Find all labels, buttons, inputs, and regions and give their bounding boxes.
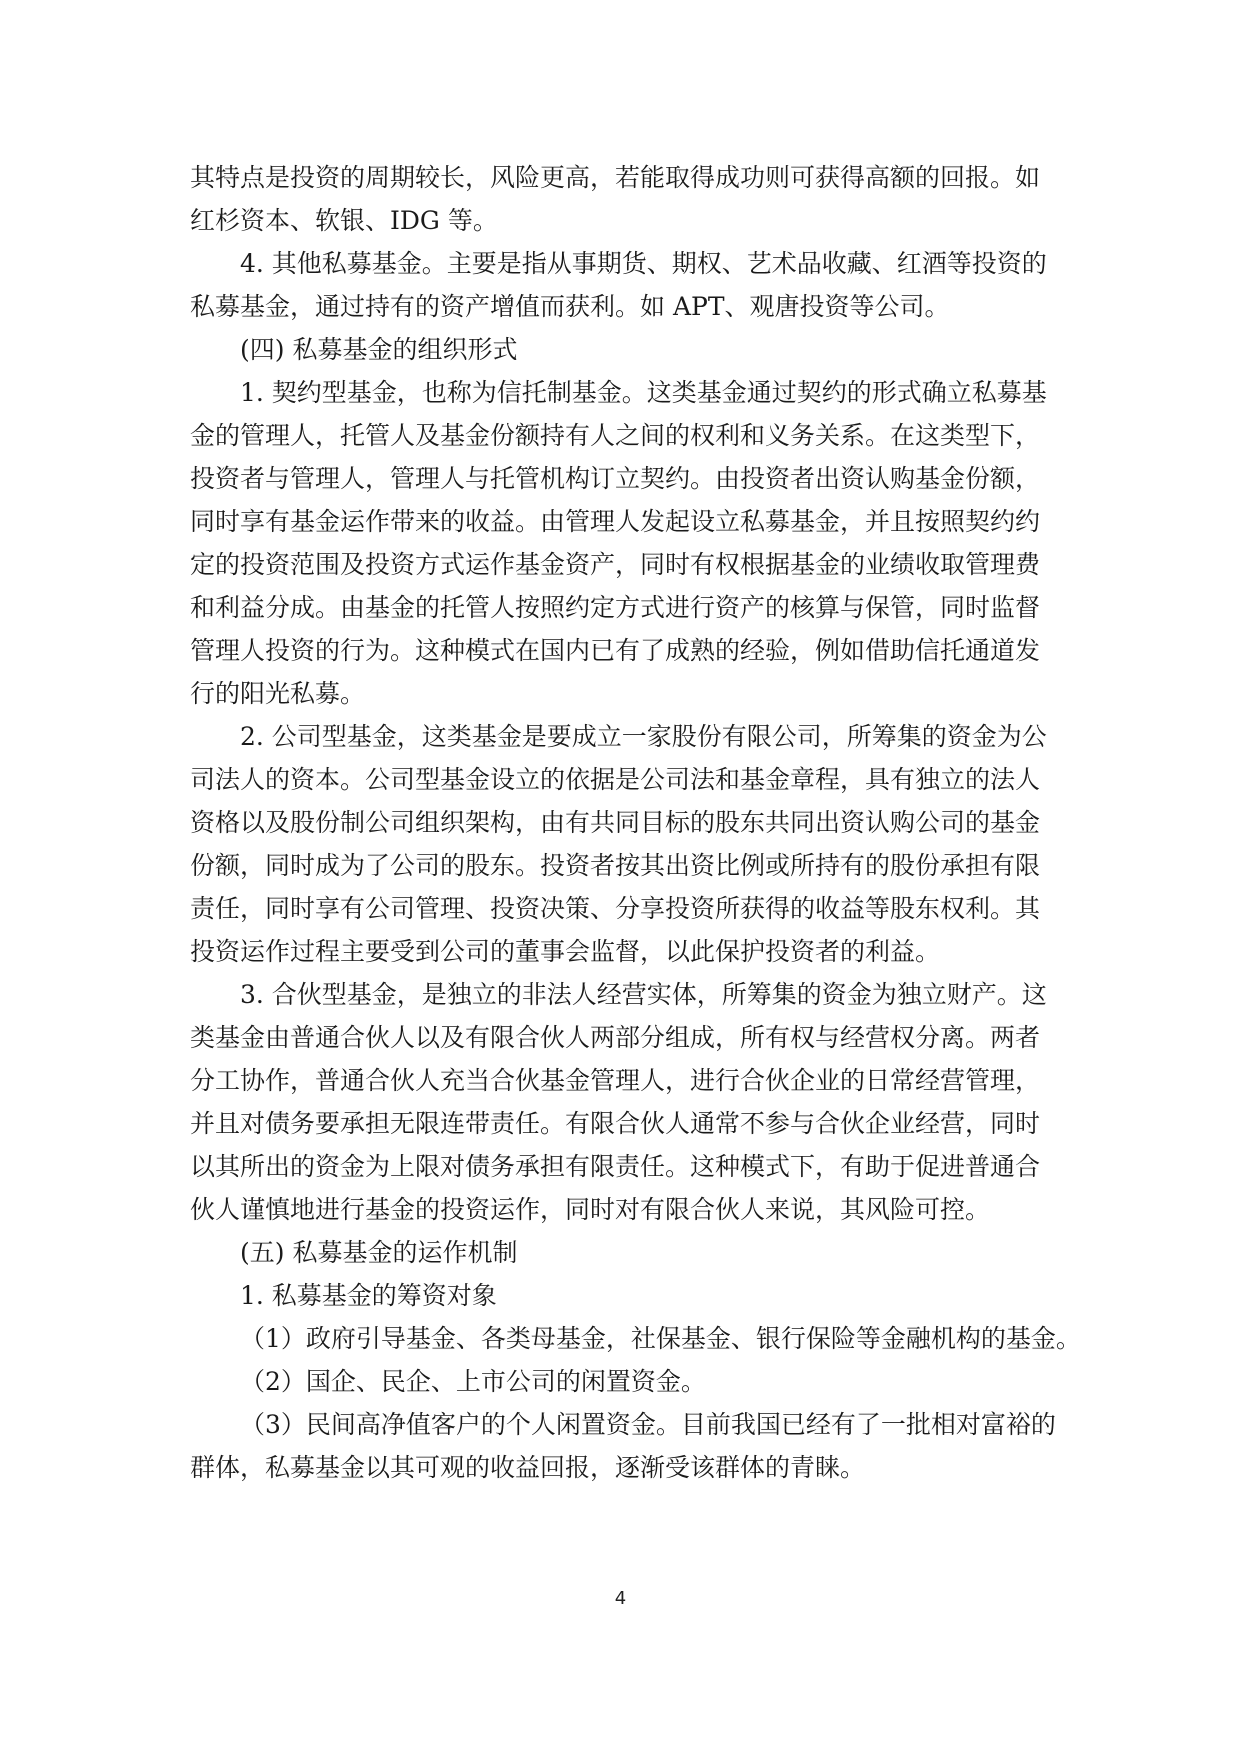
text-line: 管理人投资的行为。这种模式在国内已有了成熟的经验，例如借助信托通道发: [190, 636, 1041, 665]
text-line: 并且对债务要承担无限连带责任。有限合伙人通常不参与合伙企业经营，同时: [190, 1109, 1041, 1138]
text-line: 其特点是投资的周期较长，风险更高，若能取得成功则可获得高额的回报。如: [190, 163, 1041, 192]
list-item: （1）政府引导基金、各类母基金，社保基金、银行保险等金融机构的基金。: [240, 1324, 1081, 1353]
text-line: 和利益分成。由基金的托管人按照约定方式进行资产的核算与保管，同时监督: [190, 593, 1041, 622]
list-item: （2）国企、民企、上市公司的闲置资金。: [240, 1367, 706, 1396]
page-number: 4: [614, 1588, 627, 1609]
text-line: 以其所出的资金为上限对债务承担有限责任。这种模式下，有助于促进普通合: [190, 1152, 1041, 1181]
text-line: 群体，私募基金以其可观的收益回报，逐渐受该群体的青睐。: [190, 1453, 866, 1482]
text-line: 同时享有基金运作带来的收益。由管理人发起设立私募基金，并且按照契约约: [190, 507, 1041, 536]
text-line: 伙人谨慎地进行基金的投资运作，同时对有限合伙人来说，其风险可控。: [190, 1195, 991, 1224]
list-item-heading: 4. 其他私募基金。主要是指从事期货、期权、艺术品收藏、红酒等投资的: [240, 249, 1047, 278]
list-item-heading: 1. 契约型基金，也称为信托制基金。这类基金通过契约的形式确立私募基: [240, 378, 1047, 407]
list-item-heading: 2. 公司型基金，这类基金是要成立一家股份有限公司，所筹集的资金为公: [240, 722, 1047, 751]
text-line: 资格以及股份制公司组织架构，由有共同目标的股东共同出资认购公司的基金: [190, 808, 1041, 837]
document-body: [190, 156, 1081, 1489]
text-line: 类基金由普通合伙人以及有限合伙人两部分组成，所有权与经营权分离。两者: [190, 1023, 1041, 1052]
list-item: （3）民间高净值客户的个人闲置资金。目前我国已经有了一批相对富裕的: [240, 1410, 1056, 1439]
text-line: 金的管理人，托管人及基金份额持有人之间的权利和义务关系。在这类型下，: [190, 421, 1041, 450]
text-line: 定的投资范围及投资方式运作基金资产，同时有权根据基金的业绩收取管理费: [190, 550, 1041, 579]
text-line: 私募基金，通过持有的资产增值而获利。如 APT、观唐投资等公司。: [190, 292, 950, 321]
text-line: 责任，同时享有公司管理、投资决策、分享投资所获得的收益等股东权利。其: [190, 894, 1041, 923]
text-line: 份额，同时成为了公司的股东。投资者按其出资比例或所持有的股份承担有限: [190, 851, 1041, 880]
text-line: 红杉资本、软银、IDG 等。: [190, 206, 498, 235]
section-heading: (四) 私募基金的组织形式: [240, 335, 518, 364]
text-line: 行的阳光私募。: [190, 679, 366, 708]
section-heading: (五) 私募基金的运作机制: [240, 1238, 518, 1267]
list-item-heading: 1. 私募基金的筹资对象: [240, 1281, 497, 1310]
text-line: 投资运作过程主要受到公司的董事会监督，以此保护投资者的利益。: [190, 937, 941, 966]
list-item-heading: 3. 合伙型基金，是独立的非法人经营实体，所筹集的资金为独立财产。这: [240, 980, 1047, 1009]
text-line: 投资者与管理人，管理人与托管机构订立契约。由投资者出资认购基金份额，: [190, 464, 1041, 493]
text-line: 分工协作，普通合伙人充当合伙基金管理人，进行合伙企业的日常经营管理，: [190, 1066, 1041, 1095]
text-line: 司法人的资本。公司型基金设立的依据是公司法和基金章程，具有独立的法人: [190, 765, 1041, 794]
